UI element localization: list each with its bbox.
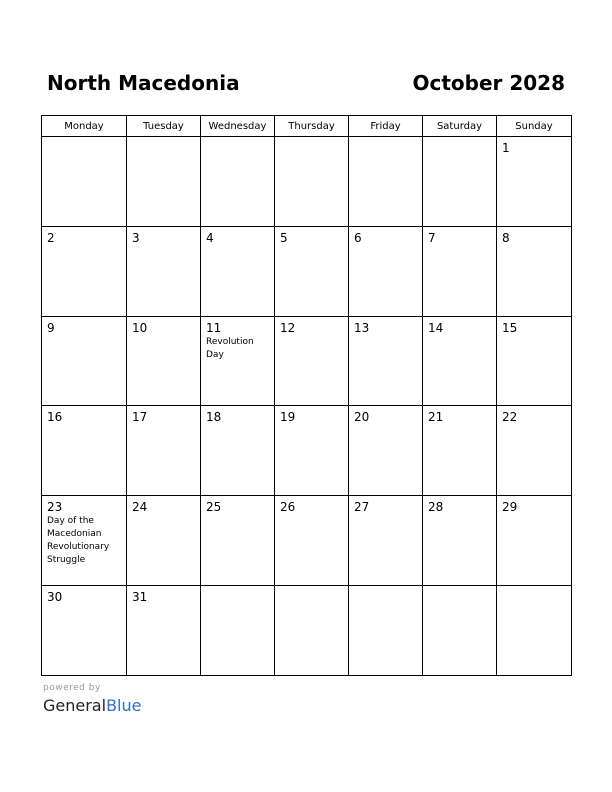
day-cell [127,585,201,675]
day-cell [423,496,497,586]
day-cell [349,316,423,406]
day-number: 15 [502,320,518,335]
calendar-grid [41,115,572,676]
day-number: 20 [354,410,370,425]
day-number: 30 [47,589,63,604]
weekday-thursday: Thursday [275,116,349,137]
day-cell [275,496,349,586]
weekday-monday: Monday [42,116,127,137]
week-row [42,316,572,406]
week-row [42,137,572,227]
day-number: 14 [428,320,444,335]
month-title: October 2028 [412,71,565,95]
day-number: 28 [428,500,444,515]
day-number: 29 [502,500,518,515]
day-number: 21 [428,410,444,425]
day-cell [275,226,349,316]
day-number: 1 [502,141,510,155]
day-cell [42,316,127,406]
day-cell [42,226,127,316]
day-number: 27 [354,500,370,515]
week-row [42,496,572,586]
day-cell [201,226,275,316]
day-number: 9 [47,320,55,335]
week-row [42,406,572,496]
day-cell [42,585,127,675]
day-cell [201,406,275,496]
day-number: 19 [280,410,296,425]
day-number: 26 [280,500,296,515]
weekday-sunday: Sunday [497,116,572,137]
empty-day-cell [349,585,423,675]
day-cell [497,316,572,406]
empty-day-cell [127,137,201,227]
country-title: North Macedonia [47,71,240,95]
day-cell [275,406,349,496]
generalblue-logo [43,695,141,717]
week-row [42,226,572,316]
day-number: 4 [206,230,214,245]
day-number: 3 [132,230,140,245]
empty-day-cell [201,137,275,227]
day-cell [201,316,275,406]
weekday-tuesday: Tuesday [127,116,201,137]
logo-blue: Blue [106,696,142,715]
day-number: 7 [428,230,436,245]
day-number: 12 [280,320,296,335]
empty-day-cell [42,137,127,227]
holiday-label: Day of the Macedonian Revolutionary Struggle [47,516,110,566]
day-cell [497,137,572,227]
day-cell [349,226,423,316]
day-cell [497,496,572,586]
day-number: 17 [132,410,148,425]
day-cell [423,406,497,496]
day-cell [42,496,127,586]
day-cell [127,406,201,496]
empty-day-cell [201,585,275,675]
day-number: 24 [132,500,148,515]
day-number: 31 [132,589,148,604]
day-number: 2 [47,230,55,245]
day-number: 6 [354,230,362,245]
day-cell [127,316,201,406]
day-number: 13 [354,320,370,335]
weekday-saturday: Saturday [423,116,497,137]
day-cell [127,226,201,316]
empty-day-cell [423,585,497,675]
empty-day-cell [423,137,497,227]
day-number: 8 [502,230,510,245]
week-row [42,585,572,675]
day-number: 11 [206,320,222,335]
empty-day-cell [349,137,423,227]
day-cell [349,496,423,586]
holiday-label: Revolution Day [206,336,254,360]
footer-branding [43,682,141,717]
powered-by-text: powered by [43,683,101,693]
day-number: 16 [47,410,63,425]
day-cell [497,226,572,316]
day-cell [42,406,127,496]
day-cell [423,316,497,406]
logo-general: General [43,696,107,715]
day-cell [201,496,275,586]
weekday-friday: Friday [349,116,423,137]
day-number: 18 [206,410,222,425]
empty-day-cell [497,585,572,675]
weekday-wednesday: Wednesday [201,116,275,137]
day-cell [497,406,572,496]
day-cell [423,226,497,316]
day-cell [127,496,201,586]
day-number: 22 [502,410,518,425]
day-number: 23 [47,500,63,515]
empty-day-cell [275,585,349,675]
day-cell [275,316,349,406]
weekday-header-row [42,116,572,137]
day-number: 5 [280,230,288,245]
empty-day-cell [275,137,349,227]
day-number: 10 [132,320,148,335]
day-cell [349,406,423,496]
day-number: 25 [206,500,222,515]
